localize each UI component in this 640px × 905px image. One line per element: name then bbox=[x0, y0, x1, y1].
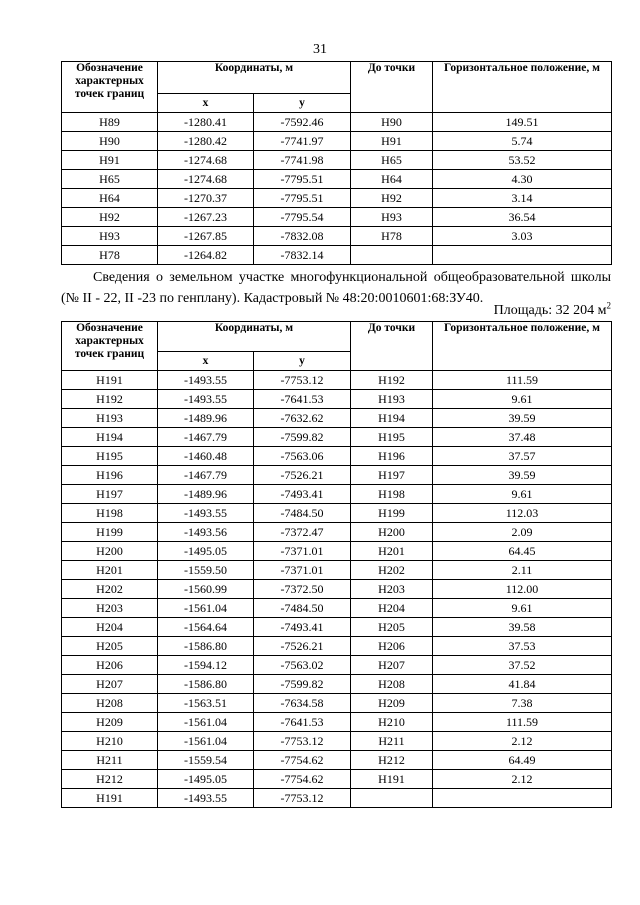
table-row bbox=[62, 113, 612, 132]
point-cell: Н192 bbox=[62, 390, 158, 409]
distance-cell: 111.59 bbox=[433, 713, 612, 732]
point-cell: Н191 bbox=[62, 789, 158, 808]
distance-cell: 9.61 bbox=[433, 485, 612, 504]
x-cell: -1495.05 bbox=[158, 770, 254, 789]
distance-cell bbox=[433, 246, 612, 265]
point-cell: Н194 bbox=[62, 428, 158, 447]
header-distance: Горизонтальное положение, м bbox=[433, 62, 612, 113]
x-cell: -1559.50 bbox=[158, 561, 254, 580]
table-row bbox=[62, 675, 612, 694]
header-coordinates: Координаты, м bbox=[158, 62, 351, 94]
distance-cell: 3.14 bbox=[433, 189, 612, 208]
x-cell: -1267.23 bbox=[158, 208, 254, 227]
y-cell: -7493.41 bbox=[254, 618, 351, 637]
table-row bbox=[62, 132, 612, 151]
parcel-description: Сведения о земельном участке многофункциональной общеобразовательной школы (№ II - 22, II -23 по генплану). Кадастровый № 48:20:0010601:68:ЗУ40. bbox=[61, 270, 611, 306]
header-x: x bbox=[158, 94, 254, 113]
y-cell: -7526.21 bbox=[254, 466, 351, 485]
x-cell: -1493.55 bbox=[158, 789, 254, 808]
y-cell: -7563.06 bbox=[254, 447, 351, 466]
distance-cell: 64.49 bbox=[433, 751, 612, 770]
table-row bbox=[62, 189, 612, 208]
to-point-cell: Н212 bbox=[351, 751, 433, 770]
point-cell: Н208 bbox=[62, 694, 158, 713]
to-point-cell: Н200 bbox=[351, 523, 433, 542]
y-cell: -7795.54 bbox=[254, 208, 351, 227]
to-point-cell bbox=[351, 246, 433, 265]
distance-cell: 7.38 bbox=[433, 694, 612, 713]
to-point-cell: Н92 bbox=[351, 189, 433, 208]
distance-cell: 4.30 bbox=[433, 170, 612, 189]
to-point-cell: Н211 bbox=[351, 732, 433, 751]
point-cell: Н205 bbox=[62, 637, 158, 656]
page-number: 31 bbox=[313, 42, 327, 57]
point-cell: Н197 bbox=[62, 485, 158, 504]
table-1-body bbox=[62, 113, 612, 265]
point-cell: Н195 bbox=[62, 447, 158, 466]
x-cell: -1594.12 bbox=[158, 656, 254, 675]
distance-cell: 2.09 bbox=[433, 523, 612, 542]
to-point-cell: Н78 bbox=[351, 227, 433, 246]
x-cell: -1267.85 bbox=[158, 227, 254, 246]
table-row bbox=[62, 466, 612, 485]
distance-cell: 3.03 bbox=[433, 227, 612, 246]
x-cell: -1561.04 bbox=[158, 713, 254, 732]
to-point-cell: Н65 bbox=[351, 151, 433, 170]
header-point: Обозначение характерных точек границ bbox=[62, 322, 158, 371]
x-cell: -1489.96 bbox=[158, 485, 254, 504]
point-cell: Н92 bbox=[62, 208, 158, 227]
distance-cell: 9.61 bbox=[433, 599, 612, 618]
table-row bbox=[62, 504, 612, 523]
y-cell: -7592.46 bbox=[254, 113, 351, 132]
table-row bbox=[62, 751, 612, 770]
distance-cell: 2.12 bbox=[433, 732, 612, 751]
y-cell: -7741.98 bbox=[254, 151, 351, 170]
distance-cell: 37.53 bbox=[433, 637, 612, 656]
x-cell: -1495.05 bbox=[158, 542, 254, 561]
point-cell: Н211 bbox=[62, 751, 158, 770]
x-cell: -1264.82 bbox=[158, 246, 254, 265]
distance-cell: 39.58 bbox=[433, 618, 612, 637]
table-row bbox=[62, 246, 612, 265]
header-y: y bbox=[254, 94, 351, 113]
distance-cell: 39.59 bbox=[433, 409, 612, 428]
table-row bbox=[62, 580, 612, 599]
table-row bbox=[62, 789, 612, 808]
distance-cell: 2.11 bbox=[433, 561, 612, 580]
x-cell: -1560.99 bbox=[158, 580, 254, 599]
x-cell: -1493.56 bbox=[158, 523, 254, 542]
table-row bbox=[62, 732, 612, 751]
table-row bbox=[62, 390, 612, 409]
x-cell: -1559.54 bbox=[158, 751, 254, 770]
table-row bbox=[62, 447, 612, 466]
point-cell: Н210 bbox=[62, 732, 158, 751]
distance-cell: 2.12 bbox=[433, 770, 612, 789]
x-cell: -1280.42 bbox=[158, 132, 254, 151]
point-cell: Н93 bbox=[62, 227, 158, 246]
to-point-cell: Н193 bbox=[351, 390, 433, 409]
x-cell: -1460.48 bbox=[158, 447, 254, 466]
point-cell: Н90 bbox=[62, 132, 158, 151]
area-label: Площадь: 32 204 м bbox=[493, 303, 607, 318]
distance-cell: 5.74 bbox=[433, 132, 612, 151]
y-cell: -7371.01 bbox=[254, 542, 351, 561]
y-cell: -7795.51 bbox=[254, 170, 351, 189]
table-row bbox=[62, 770, 612, 789]
y-cell: -7563.02 bbox=[254, 656, 351, 675]
distance-cell: 9.61 bbox=[433, 390, 612, 409]
to-point-cell: Н64 bbox=[351, 170, 433, 189]
distance-cell: 64.45 bbox=[433, 542, 612, 561]
table-row bbox=[62, 561, 612, 580]
distance-cell bbox=[433, 789, 612, 808]
x-cell: -1493.55 bbox=[158, 504, 254, 523]
to-point-cell bbox=[351, 789, 433, 808]
to-point-cell: Н198 bbox=[351, 485, 433, 504]
point-cell: Н191 bbox=[62, 371, 158, 390]
header-x: x bbox=[158, 352, 254, 371]
table-row bbox=[62, 656, 612, 675]
x-cell: -1274.68 bbox=[158, 151, 254, 170]
y-cell: -7753.12 bbox=[254, 371, 351, 390]
x-cell: -1561.04 bbox=[158, 599, 254, 618]
x-cell: -1493.55 bbox=[158, 390, 254, 409]
to-point-cell: Н199 bbox=[351, 504, 433, 523]
y-cell: -7599.82 bbox=[254, 428, 351, 447]
point-cell: Н64 bbox=[62, 189, 158, 208]
to-point-cell: Н210 bbox=[351, 713, 433, 732]
point-cell: Н91 bbox=[62, 151, 158, 170]
header-point: Обозначение характерных точек границ bbox=[62, 62, 158, 113]
point-cell: Н207 bbox=[62, 675, 158, 694]
y-cell: -7754.62 bbox=[254, 770, 351, 789]
x-cell: -1586.80 bbox=[158, 675, 254, 694]
to-point-cell: Н207 bbox=[351, 656, 433, 675]
point-cell: Н89 bbox=[62, 113, 158, 132]
table-2-body bbox=[62, 371, 612, 808]
table-row bbox=[62, 409, 612, 428]
distance-cell: 36.54 bbox=[433, 208, 612, 227]
point-cell: Н201 bbox=[62, 561, 158, 580]
point-cell: Н206 bbox=[62, 656, 158, 675]
header-distance: Горизонтальное положение, м bbox=[433, 322, 612, 371]
to-point-cell: Н90 bbox=[351, 113, 433, 132]
y-cell: -7753.12 bbox=[254, 732, 351, 751]
y-cell: -7832.14 bbox=[254, 246, 351, 265]
x-cell: -1563.51 bbox=[158, 694, 254, 713]
to-point-cell: Н93 bbox=[351, 208, 433, 227]
y-cell: -7741.97 bbox=[254, 132, 351, 151]
x-cell: -1489.96 bbox=[158, 409, 254, 428]
table-row bbox=[62, 523, 612, 542]
distance-cell: 111.59 bbox=[433, 371, 612, 390]
y-cell: -7832.08 bbox=[254, 227, 351, 246]
point-cell: Н203 bbox=[62, 599, 158, 618]
coordinates-table-2 bbox=[61, 321, 612, 808]
table-row bbox=[62, 599, 612, 618]
point-cell: Н198 bbox=[62, 504, 158, 523]
to-point-cell: Н209 bbox=[351, 694, 433, 713]
distance-cell: 112.03 bbox=[433, 504, 612, 523]
point-cell: Н65 bbox=[62, 170, 158, 189]
y-cell: -7372.47 bbox=[254, 523, 351, 542]
table-row bbox=[62, 151, 612, 170]
distance-cell: 112.00 bbox=[433, 580, 612, 599]
distance-cell: 39.59 bbox=[433, 466, 612, 485]
x-cell: -1274.68 bbox=[158, 170, 254, 189]
distance-cell: 41.84 bbox=[433, 675, 612, 694]
y-cell: -7641.53 bbox=[254, 390, 351, 409]
x-cell: -1586.80 bbox=[158, 637, 254, 656]
to-point-cell: Н204 bbox=[351, 599, 433, 618]
area-unit-superscript: 2 bbox=[606, 300, 611, 311]
table-row bbox=[62, 227, 612, 246]
x-cell: -1493.55 bbox=[158, 371, 254, 390]
y-cell: -7484.50 bbox=[254, 504, 351, 523]
point-cell: Н196 bbox=[62, 466, 158, 485]
to-point-cell: Н201 bbox=[351, 542, 433, 561]
to-point-cell: Н202 bbox=[351, 561, 433, 580]
y-cell: -7371.01 bbox=[254, 561, 351, 580]
y-cell: -7753.12 bbox=[254, 789, 351, 808]
point-cell: Н199 bbox=[62, 523, 158, 542]
y-cell: -7526.21 bbox=[254, 637, 351, 656]
to-point-cell: Н205 bbox=[351, 618, 433, 637]
header-to-point: До точки bbox=[351, 322, 433, 371]
distance-cell: 37.48 bbox=[433, 428, 612, 447]
to-point-cell: Н192 bbox=[351, 371, 433, 390]
table-row bbox=[62, 637, 612, 656]
y-cell: -7484.50 bbox=[254, 599, 351, 618]
to-point-cell: Н191 bbox=[351, 770, 433, 789]
x-cell: -1280.41 bbox=[158, 113, 254, 132]
point-cell: Н209 bbox=[62, 713, 158, 732]
table-row bbox=[62, 428, 612, 447]
y-cell: -7599.82 bbox=[254, 675, 351, 694]
y-cell: -7795.51 bbox=[254, 189, 351, 208]
x-cell: -1467.79 bbox=[158, 466, 254, 485]
to-point-cell: Н197 bbox=[351, 466, 433, 485]
table-row bbox=[62, 713, 612, 732]
distance-cell: 53.52 bbox=[433, 151, 612, 170]
coordinates-table-1 bbox=[61, 61, 612, 265]
to-point-cell: Н194 bbox=[351, 409, 433, 428]
x-cell: -1564.64 bbox=[158, 618, 254, 637]
y-cell: -7372.50 bbox=[254, 580, 351, 599]
to-point-cell: Н195 bbox=[351, 428, 433, 447]
header-to-point: До точки bbox=[351, 62, 433, 113]
point-cell: Н200 bbox=[62, 542, 158, 561]
point-cell: Н204 bbox=[62, 618, 158, 637]
table-row bbox=[62, 694, 612, 713]
x-cell: -1270.37 bbox=[158, 189, 254, 208]
point-cell: Н202 bbox=[62, 580, 158, 599]
point-cell: Н212 bbox=[62, 770, 158, 789]
header-coordinates: Координаты, м bbox=[158, 322, 351, 352]
y-cell: -7754.62 bbox=[254, 751, 351, 770]
point-cell: Н193 bbox=[62, 409, 158, 428]
to-point-cell: Н203 bbox=[351, 580, 433, 599]
distance-cell: 149.51 bbox=[433, 113, 612, 132]
table-row bbox=[62, 170, 612, 189]
header-y: y bbox=[254, 352, 351, 371]
to-point-cell: Н208 bbox=[351, 675, 433, 694]
table-row bbox=[62, 371, 612, 390]
table-row bbox=[62, 485, 612, 504]
y-cell: -7632.62 bbox=[254, 409, 351, 428]
y-cell: -7641.53 bbox=[254, 713, 351, 732]
x-cell: -1561.04 bbox=[158, 732, 254, 751]
table-row bbox=[62, 542, 612, 561]
point-cell: Н78 bbox=[62, 246, 158, 265]
to-point-cell: Н196 bbox=[351, 447, 433, 466]
area-line bbox=[494, 302, 611, 320]
distance-cell: 37.57 bbox=[433, 447, 612, 466]
x-cell: -1467.79 bbox=[158, 428, 254, 447]
distance-cell: 37.52 bbox=[433, 656, 612, 675]
to-point-cell: Н91 bbox=[351, 132, 433, 151]
y-cell: -7634.58 bbox=[254, 694, 351, 713]
table-row bbox=[62, 208, 612, 227]
y-cell: -7493.41 bbox=[254, 485, 351, 504]
table-row bbox=[62, 618, 612, 637]
to-point-cell: Н206 bbox=[351, 637, 433, 656]
